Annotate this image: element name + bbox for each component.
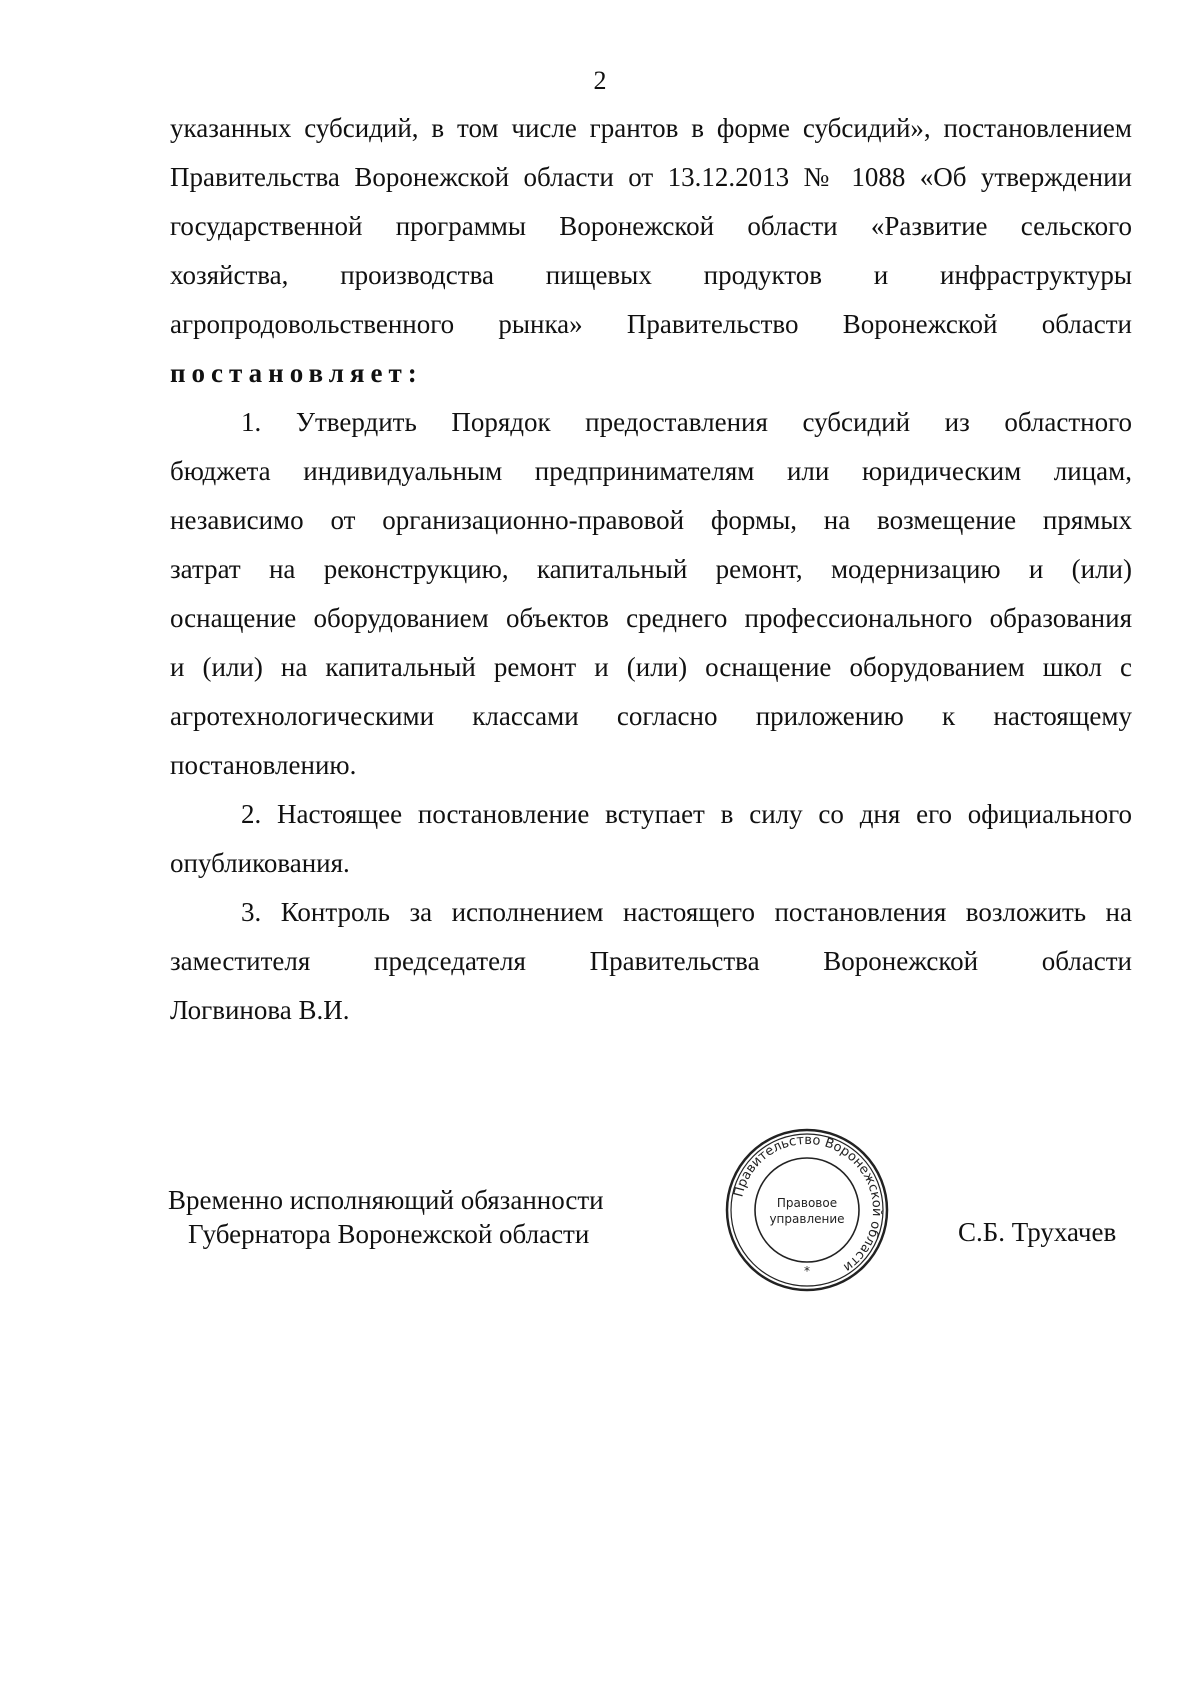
item-1-line: оснащение оборудованием объектов среднего профессионального образования xyxy=(170,603,1132,633)
seal-inner-text: Правовое xyxy=(776,1196,838,1210)
seal-inner-text: управление xyxy=(769,1212,845,1226)
seal-outer-text: Правительство Воронежской области xyxy=(731,1132,885,1275)
signatory-position xyxy=(168,1183,604,1251)
page-number: 2 xyxy=(593,66,607,95)
item-1-line: 1. Утвердить Порядок предоставления субсидий из областного xyxy=(241,407,1132,437)
signer-name: С.Б. Трухачев xyxy=(958,1217,1117,1247)
document-body xyxy=(170,104,1132,1035)
official-seal-stamp xyxy=(722,1125,892,1295)
seal-star: * xyxy=(804,1264,810,1278)
position-line: Губернатора Воронежской области xyxy=(188,1219,590,1249)
item-3-line: заместителя председателя Правительства Воронежской области xyxy=(170,946,1132,976)
item-2-line: опубликования. xyxy=(170,848,350,878)
decree-word: постановляет: xyxy=(170,358,423,388)
preamble-line: указанных субсидий, в том числе грантов в форме субсидий», постановлением xyxy=(170,113,1132,143)
preamble-line: Правительства Воронежской области от 13.12.2013 № 1088 «Об утверждении xyxy=(170,162,1132,192)
item-1-line: бюджета индивидуальным предпринимателям или юридическим лицам, xyxy=(170,456,1132,486)
preamble-line: хозяйства, производства пищевых продуктов и инфраструктуры xyxy=(170,260,1132,290)
item-1-line: независимо от организационно-правовой формы, на возмещение прямых xyxy=(170,505,1132,535)
item-1-line: агротехнологическими классами согласно приложению к настоящему xyxy=(170,701,1132,731)
item-1-line: и (или) на капитальный ремонт и (или) оснащение оборудованием школ с xyxy=(170,652,1132,682)
preamble-line: государственной программы Воронежской области «Развитие сельского xyxy=(170,211,1132,241)
item-1-line: постановлению. xyxy=(170,750,357,780)
item-2-line: 2. Настоящее постановление вступает в силу со дня его официального xyxy=(241,799,1132,829)
position-line: Временно исполняющий обязанности xyxy=(168,1185,604,1215)
item-3-line: 3. Контроль за исполнением настоящего постановления возложить на xyxy=(241,897,1132,927)
item-1-line: затрат на реконструкцию, капитальный ремонт, модернизацию и (или) xyxy=(170,554,1132,584)
item-3-line: Логвинова В.И. xyxy=(170,995,350,1025)
preamble-line: агропродовольственного рынка» Правительство Воронежской области xyxy=(170,309,1132,339)
